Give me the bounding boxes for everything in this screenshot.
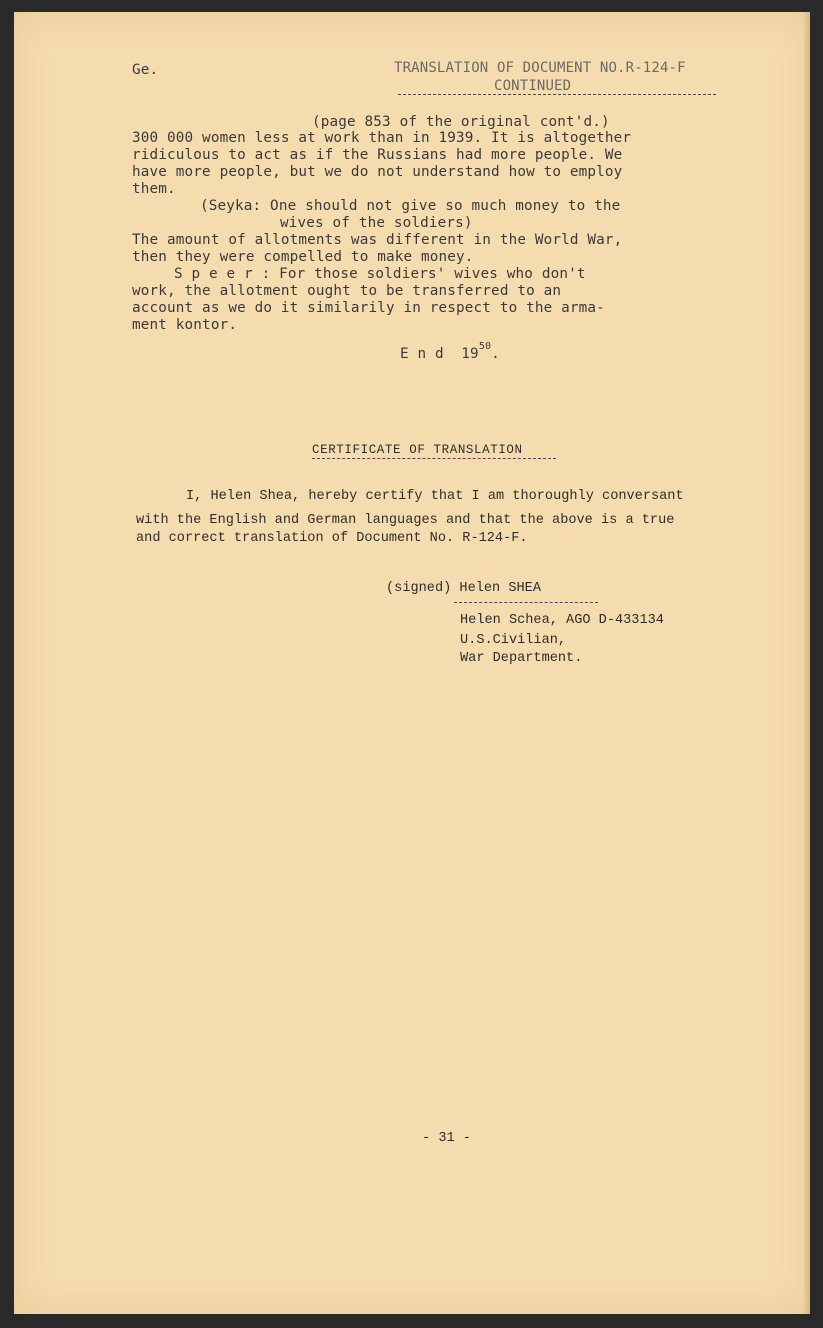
- end-period: .: [491, 346, 500, 362]
- signature-line-3: War Department.: [460, 651, 583, 666]
- certificate-line-2: with the English and German languages and that the above is a true: [136, 513, 675, 528]
- certificate-line-1: I, Helen Shea, hereby certify that I am thoroughly conversant: [186, 489, 684, 504]
- signature-line-1: Helen Schea, AGO D-433134: [460, 613, 664, 628]
- seyka-line-2: wives of the soldiers): [280, 215, 473, 231]
- end-text: E n d 19: [400, 346, 479, 362]
- certificate-line-3: and correct translation of Document No. R-124-F.: [136, 531, 528, 546]
- signature-underline: [454, 602, 598, 603]
- speer-line-4: ment kontor.: [132, 317, 238, 333]
- end-superscript: 50: [478, 341, 492, 352]
- body-line-1: 300 000 women less at work than in 1939. It is altogether: [132, 130, 632, 146]
- header-underline: [398, 94, 716, 95]
- speer-line-1: S p e e r : For those soldiers' wives who don't: [174, 266, 586, 282]
- document-page: [14, 12, 810, 1314]
- body-line-6: then they were compelled to make money.: [132, 249, 474, 265]
- header-subtitle: CONTINUED: [494, 78, 572, 94]
- signature-line-2: U.S.Civilian,: [460, 633, 567, 648]
- page-number: - 31 -: [422, 1131, 471, 1146]
- certificate-heading-underline: [312, 458, 556, 459]
- end-marker: [400, 341, 500, 363]
- speer-line-3: account as we do it similarily in respect to the arma-: [132, 300, 605, 316]
- certificate-heading: CERTIFICATE OF TRANSLATION: [312, 443, 523, 457]
- paper-edge: [804, 12, 810, 1314]
- page-reference: (page 853 of the original cont'd.): [312, 114, 610, 130]
- body-line-4: them.: [132, 181, 176, 197]
- body-line-3: have more people, but we do not understand how to employ: [132, 164, 623, 180]
- seyka-line-1: (Seyka: One should not give so much money to the: [200, 198, 621, 214]
- header-title: TRANSLATION OF DOCUMENT NO.R-124-F: [394, 60, 686, 76]
- body-line-5: The amount of allotments was different in the World War,: [132, 232, 623, 248]
- signed-line: (signed) Helen SHEA: [386, 581, 541, 596]
- body-line-2: ridiculous to act as if the Russians had more people. We: [132, 147, 623, 163]
- speer-line-2: work, the allotment ought to be transferred to an: [132, 283, 562, 299]
- header-left-code: Ge.: [132, 62, 159, 78]
